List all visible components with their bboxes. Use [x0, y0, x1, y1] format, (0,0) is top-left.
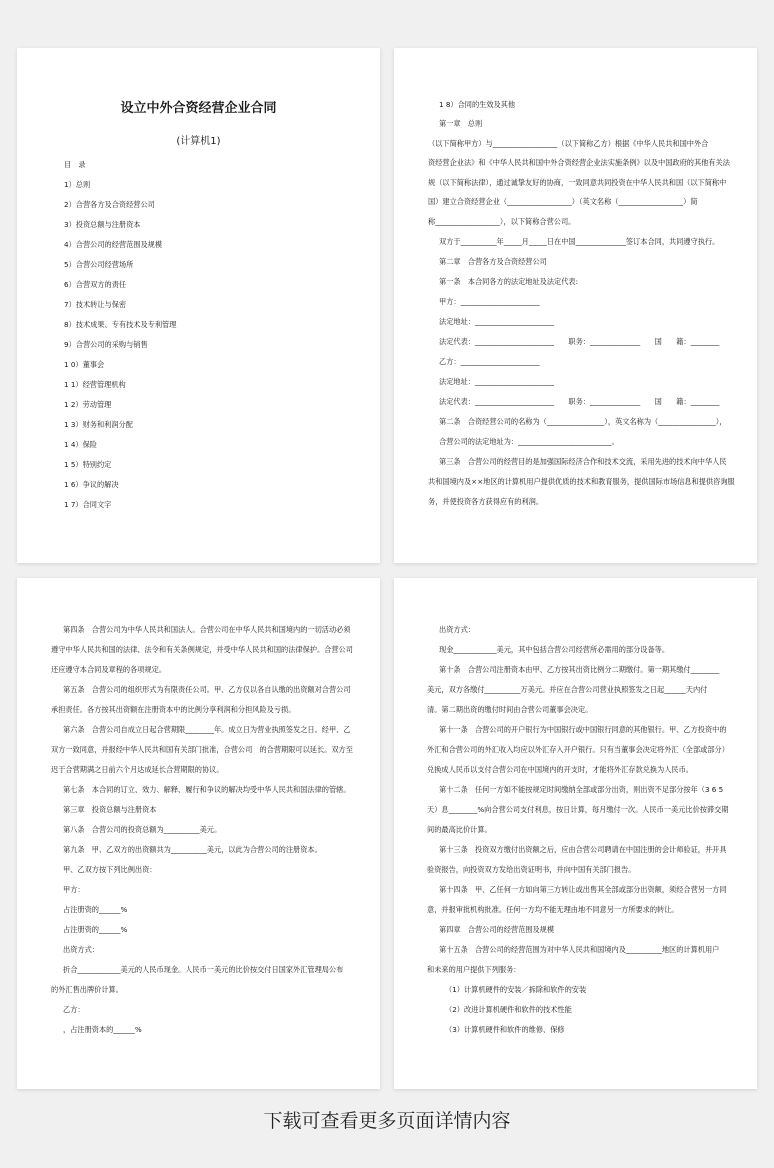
toc-item: 4）合营公司的经营范围及规模 [64, 240, 163, 249]
document-page-2 [394, 48, 757, 563]
chapter-heading: 第一章 总则 [439, 119, 483, 128]
list-item: （2）改进计算机硬件和软件的技术性能 [445, 1005, 572, 1014]
text-line: 间的最高比价计算。 [427, 825, 492, 834]
document-page-4 [394, 578, 757, 1089]
text-line: 现金____________美元，其中包括合营公司经营所必需用的部分设备等。 [439, 645, 670, 654]
text-line: 资经营企业法》和《中华人民共和国中外合资经营企业法实施条例》以及中国政府的其他有关法 [428, 158, 730, 167]
text-line: 双方一致同意，并报经中华人民共和国有关部门批准，合营公司 的合营期限可以延长。双方至 [51, 745, 353, 754]
text-line: 的外汇售出牌价计算。 [51, 985, 123, 994]
text-line: 第二条 合资经营公司的名称为（________________），英文名称为（________________）， [439, 417, 727, 426]
text-line: 第五条 合营公司的组织形式为有限责任公司。甲、乙方仅以各自认缴的出资额对合营公司 [63, 685, 351, 694]
chapter-heading: 第四章 合营公司的经营范围及规模 [439, 925, 555, 934]
form-field-line: 法定地址：______________________ [439, 317, 555, 326]
text-line: 国）建立合资经营企业（__________________）（英文名称（__________________）简 [428, 197, 698, 206]
text-line: 共和国境内及××地区的计算机用户提供优质的技术和教育服务，提供国际市场信息和提供咨询服 [428, 477, 735, 486]
contract-title: 设立中外合资经营企业合同 [120, 101, 277, 116]
text-line: 第一条 本合同各方的法定地址及法定代表: [439, 277, 578, 286]
toc-item: 1 1）经营管理机构 [64, 380, 126, 389]
text-line: 折合____________美元的人民币现金。人民币一美元的比价按交付日国家外汇管理局公布 [63, 965, 344, 974]
text-line: 第十三条 投资双方缴付出资额之后，应由合营公司聘请在中国注册的会计师验证，并开具 [439, 845, 727, 854]
text-line: （以下简称甲方）与__________________（以下简称乙方）根据《中华人民共和国中外合 [428, 139, 709, 148]
toc-item: 1 6）争议的解决 [64, 480, 119, 489]
text-line: 承担责任。各方按其出资额在注册资本中的比例分享利润和分担风险及亏损。 [51, 705, 296, 714]
download-more-caption: 下载可查看更多页面详情内容 [263, 1110, 511, 1132]
form-field-line: 占注册资的______% [63, 925, 128, 934]
text-line: 乙方： [63, 1005, 85, 1014]
toc-item: 9）合营公司的采购与销售 [64, 340, 148, 349]
text-line: 甲方： [63, 885, 85, 894]
toc-item: 6）合营双方的责任 [64, 280, 127, 289]
form-field-line: 法定代表：______________________ 职务：______________ 国 籍：________ [439, 337, 720, 346]
chapter-heading: 第二章 合营各方及合资经营公司 [439, 257, 547, 266]
text-line: 出资方式： [63, 945, 99, 954]
text-line: 合营公司的法定地址为：__________________________。 [439, 437, 619, 446]
text-line: 规（以下简称法律），通过诚挚友好的协商，一致同意共同投资在中华人民共和国（以下简称中 [428, 178, 727, 187]
contract-subtitle: (计算机1) [176, 136, 221, 147]
text-line: 第十一条 合营公司的开户银行为中国银行或中国银行同意的其他银行。甲、乙方投资中的 [439, 725, 727, 734]
form-field-line: 乙方：______________________ [439, 357, 540, 366]
text-line: 第四条 合营公司为中华人民共和国法人。合营公司在中华人民共和国境内的一切活动必须 [63, 625, 351, 634]
text-line: 天）息________%向合营公司支付利息，按日计算，每月缴付一次。人民币一美元比价按滞交期 [427, 805, 729, 814]
form-field-line: ，占注册资本的______% [63, 1025, 142, 1034]
text-line: 第十五条 合营公司的经营范围为对中华人民共和国境内及__________地区的计算机用户 [439, 945, 720, 954]
text-line: 务，并使投资各方获得应有的利润。 [428, 497, 544, 506]
toc-heading: 目 录 [64, 160, 86, 169]
form-field-line: 法定地址：______________________ [439, 377, 555, 386]
text-line: 美元，双方各缴付__________万美元。并应在合营公司营业执照签发之日起______天内付 [427, 685, 708, 694]
text-line: 第十条 合营公司注册资本由甲、乙方按其出资比例分二期缴付。第一期其缴付________ [439, 665, 720, 674]
document-page-3 [17, 578, 380, 1089]
toc-item: 7）技术转让与保密 [64, 300, 127, 309]
text-line: 第八条 合营公司的投资总额为__________美元。 [63, 825, 222, 834]
text-line: 遵守中华人民共和国的法律、法令和有关条例规定，并受中华人民共和国的法律保护。合营公司 [51, 645, 353, 654]
text-line: 第六条 合营公司自成立日起合营期限________年。成立日为营业执照签发之日。经甲、乙 [63, 725, 351, 734]
list-item: （3）计算机硬件和软件的维修、保修 [445, 1025, 565, 1034]
toc-item: 1 8）合同的生效及其他 [439, 100, 516, 109]
toc-item: 5）合营公司经营场所 [64, 260, 134, 269]
text-line: 第七条 本合同的订立、效力、解释、履行和争议的解决均受中华人民共和国法律的管辖。 [63, 785, 351, 794]
text-line: 第三条 合营公司的经营目的是加强国际经济合作和技术交流，采用先进的技术向中华人民 [439, 457, 727, 466]
text-line: 迟于合营期满之日前六个月达成延长合营期限的协议。 [51, 765, 224, 774]
text-line: 外汇和合营公司的外汇收入均应以外汇存入开户银行。只有当董事会决定将外汇（全部或部分） [427, 745, 729, 754]
form-field-line: 占注册资的______% [63, 905, 128, 914]
toc-item: 8）技术成果、专有技术及专利管理 [64, 320, 177, 329]
toc-item: 1 5）特别约定 [64, 460, 112, 469]
toc-item: 2）合营各方及合资经营公司 [64, 200, 155, 209]
text-line: 意，并报审批机构批准。任何一方均不能无理由地不同意另一方所要求的转让。 [427, 905, 679, 914]
toc-item: 1 0）董事会 [64, 360, 105, 369]
text-line: 甲、乙双方按下列比例出资： [63, 865, 157, 874]
text-line: 和未来的用户提供下列服务： [427, 965, 521, 974]
text-line: 还应遵守本合同及章程的各项规定。 [51, 665, 167, 674]
text-line: 验资报告，向投资双方发给出资证明书，并向中国有关部门报告。 [427, 865, 636, 874]
toc-item: 3）投资总额与注册资本 [64, 220, 141, 229]
text-line: 出资方式： [439, 625, 475, 634]
form-field-line: 法定代表：______________________ 职务：______________ 国 籍：________ [439, 397, 720, 406]
text-line: 第十二条 任何一方如不能按规定时间缴纳全部或部分出资，则出资不足部分按年（3 6 5 [439, 785, 724, 794]
toc-item: 1 7）合同文字 [64, 500, 112, 509]
text-line: 双方于__________年_____月_____日在中国______________签订本合同，共同遵守执行。 [439, 237, 720, 246]
document-page-1 [17, 48, 380, 563]
list-item: （1）计算机硬件的安装／拆除和软件的安装 [445, 985, 587, 994]
chapter-heading: 第三章 投资总额与注册资本 [63, 805, 157, 814]
form-field-line: 甲方：______________________ [439, 297, 540, 306]
toc-item: 1 3）财务和利润分配 [64, 420, 133, 429]
text-line: 第九条 甲、乙双方的出资额共为__________美元，以此为合营公司的注册资本。 [63, 845, 322, 854]
text-line: 第十四条 甲、乙任何一方如向第三方转让或出售其全部或部分出资额，须经合营另一方同 [439, 885, 727, 894]
toc-item: 1）总则 [64, 180, 91, 189]
toc-item: 1 4）保险 [64, 440, 97, 449]
toc-item: 1 2）劳动管理 [64, 400, 112, 409]
text-line: 称__________________），以下简称合营公司。 [428, 217, 576, 226]
text-line: 清。第二期出资的缴付时间由合营公司董事会决定。 [427, 705, 593, 714]
text-line: 兑换成人民币以支付合营公司在中国境内的开支时，才能将外汇存款兑换为人民币。 [427, 765, 693, 774]
